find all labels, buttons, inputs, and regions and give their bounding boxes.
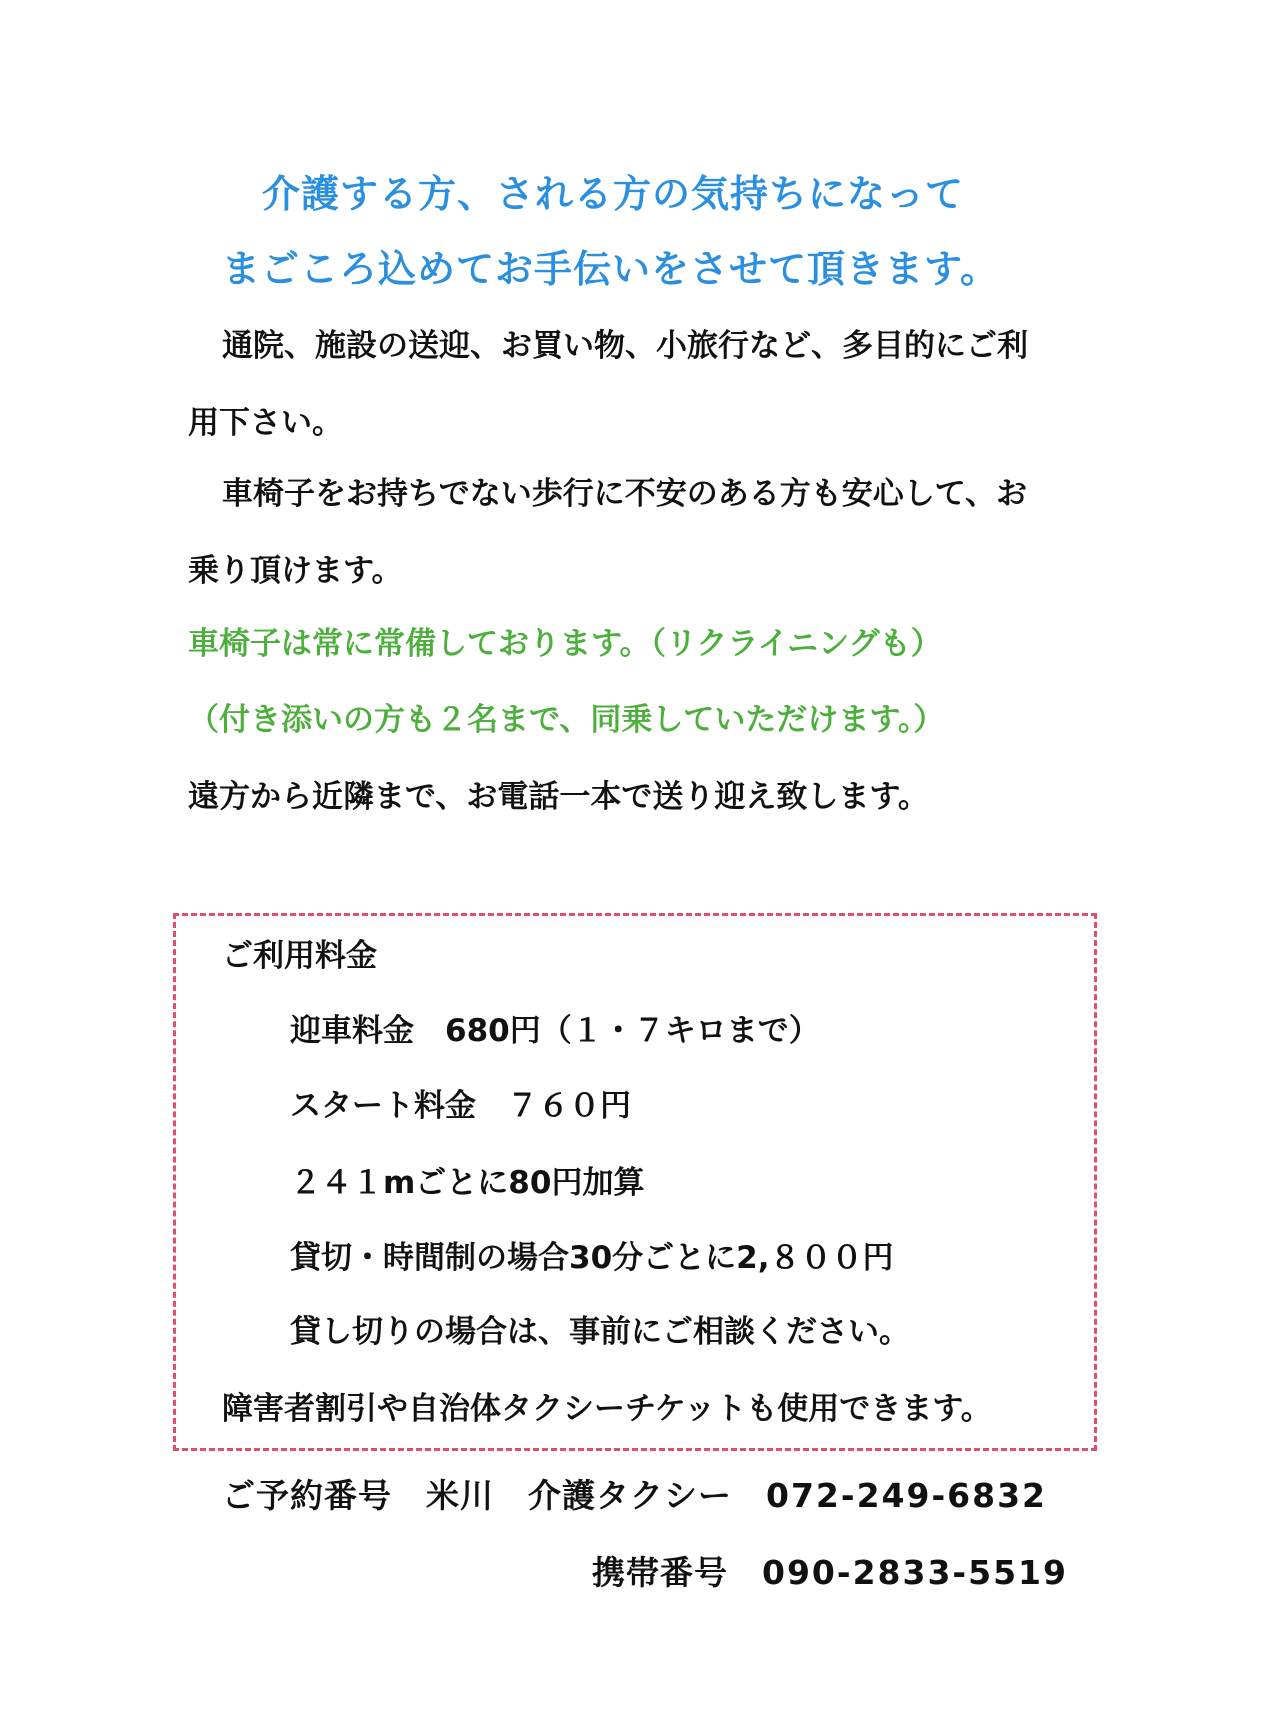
fee-discount: 障害者割引や自治体タクシーチケットも使用できます。 xyxy=(222,1391,992,1427)
wheelchair-note-line-1: 車椅子は常に常備しております。（リクライニングも） xyxy=(188,626,942,662)
reservation-line xyxy=(222,1476,1047,1516)
mobile-number[interactable]: 090-2833-5519 xyxy=(762,1553,1068,1592)
mobile-line xyxy=(592,1553,1068,1593)
headline-line-1: 介護する方、される方の気持ちになって xyxy=(262,172,965,216)
paragraph-2-line-1: 車椅子をお持ちでない歩行に不安のある方も安心して、お xyxy=(222,476,1028,512)
contact-name: 米川 xyxy=(426,1476,494,1515)
fee-pickup: 迎車料金 680円（１・７キロまで） xyxy=(290,1013,820,1049)
fee-title: ご利用料金 xyxy=(222,938,377,974)
paragraph-2-line-2: 乗り頂けます。 xyxy=(188,553,403,589)
paragraph-1-line-2: 用下さい。 xyxy=(188,405,343,441)
fee-distance: ２４１mごとに80円加算 xyxy=(290,1165,645,1201)
headline-line-2: まごころ込めてお手伝いをさせて頂きます。 xyxy=(222,247,999,291)
fee-start: スタート料金 ７６０円 xyxy=(290,1088,631,1124)
reservation-label: ご予約番号 xyxy=(222,1476,392,1515)
wheelchair-note-line-2: （付き添いの方も２名まで、同乗していただけます。） xyxy=(188,702,945,738)
phone-number[interactable]: 072-249-6832 xyxy=(766,1476,1048,1515)
mobile-label: 携帯番号 xyxy=(592,1553,728,1592)
fee-charter-consult: 貸し切りの場合は、事前にご相談ください。 xyxy=(290,1314,910,1350)
paragraph-3: 遠方から近隣まで、お電話一本で送り迎え致します。 xyxy=(188,779,929,815)
service-name: 介護タクシー xyxy=(528,1476,732,1515)
paragraph-1-line-1: 通院、施設の送迎、お買い物、小旅行など、多目的にご利 xyxy=(222,328,1028,364)
fee-charter-time: 貸切・時間制の場合30分ごとに2,８００円 xyxy=(290,1240,894,1276)
